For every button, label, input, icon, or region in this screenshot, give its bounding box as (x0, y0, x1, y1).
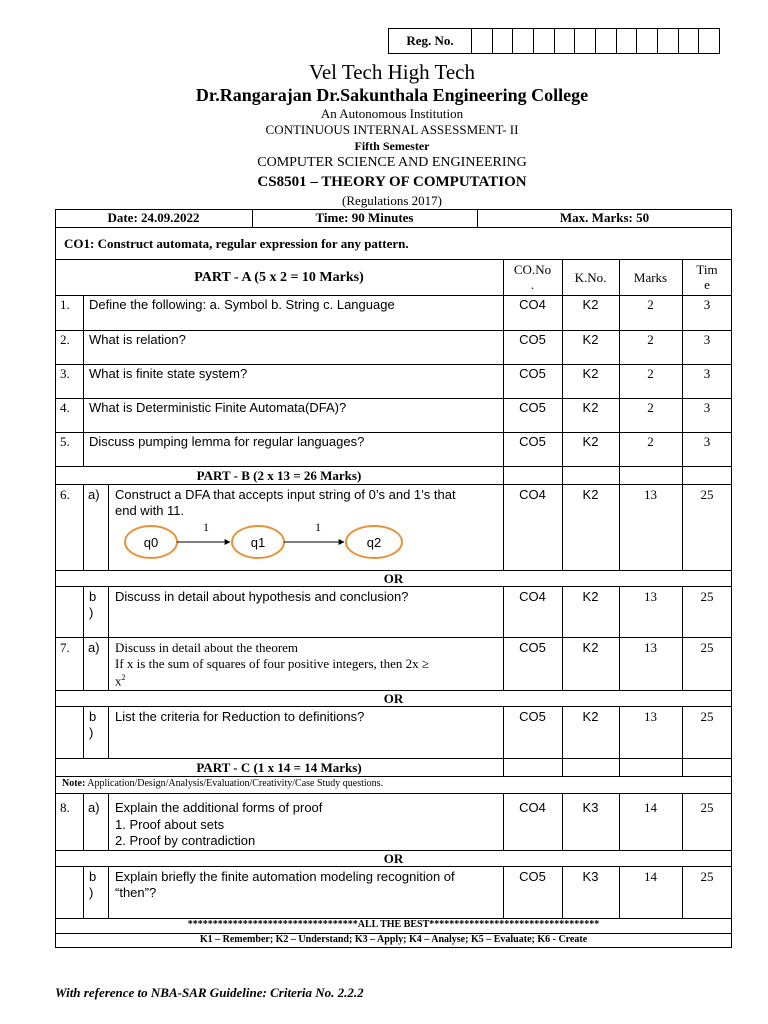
autonomous-label: An Autonomous Institution (320, 106, 464, 121)
question-text: What is Deterministic Finite Automata(DFA)? (89, 400, 347, 415)
sub-question-label: b (89, 589, 97, 604)
question-text: What is finite state system? (89, 366, 248, 381)
question-text-line-3: 2. Proof by contradiction (115, 833, 256, 848)
reg-no-cell (679, 29, 700, 53)
question-text-line-2: 1. Proof about sets (115, 817, 225, 832)
dfa-state-label: q0 (143, 535, 159, 550)
col-header-time: Tim (696, 262, 718, 277)
reg-no-cell (596, 29, 617, 53)
question-number: 7. (60, 640, 70, 655)
reg-no-cell (617, 29, 638, 53)
reg-no-cell (575, 29, 596, 53)
row-divider (55, 466, 732, 467)
sub-question-label: b (89, 709, 97, 724)
row-divider (55, 364, 732, 365)
question-text: Discuss pumping lemma for regular languages? (89, 434, 365, 449)
or-separator: OR (383, 691, 404, 706)
marks: 14 (644, 869, 657, 884)
k-number: K3 (582, 800, 599, 815)
k-number: K2 (582, 487, 599, 502)
marks: 2 (647, 332, 654, 347)
sub-question-label-2: ) (89, 725, 94, 740)
course-title: CS8501 – THEORY OF COMPUTATION (257, 174, 527, 190)
time: 25 (700, 869, 714, 884)
row-divider (55, 295, 732, 296)
row-divider (55, 484, 732, 485)
superscript: 2 (121, 673, 126, 682)
question-number: 3. (60, 366, 70, 381)
time: 25 (700, 709, 714, 724)
or-separator: OR (383, 851, 404, 866)
dfa-state-label: q2 (366, 535, 382, 550)
col-header-co-dot: . (530, 277, 535, 292)
marks: 2 (647, 297, 654, 312)
co-number: CO5 (519, 640, 546, 655)
dfa-transition-label: 1 (203, 520, 209, 534)
time: 25 (700, 800, 714, 815)
reg-no-cell (555, 29, 576, 53)
part-a-title: PART - A (5 x 2 = 10 Marks) (194, 270, 364, 285)
k-number: K2 (582, 709, 599, 724)
dfa-state-label: q1 (250, 535, 266, 550)
col-divider (108, 484, 109, 570)
col-divider (83, 793, 84, 850)
semester: Fifth Semester (354, 139, 430, 153)
k-number: K2 (582, 640, 599, 655)
row-divider (55, 758, 732, 759)
col-divider (83, 432, 84, 466)
marks: 13 (644, 589, 657, 604)
note-text: Application/Design/Analysis/Evaluation/Creativity/Case Study questions. (85, 778, 384, 789)
sub-question-label-2: ) (89, 885, 94, 900)
exam-date: Date: 24.09.2022 (107, 210, 200, 225)
k-number: K2 (582, 400, 599, 415)
reg-no-cell (699, 29, 719, 53)
sub-question-label-2: ) (89, 605, 94, 620)
marks: 13 (644, 709, 657, 724)
row-divider (55, 432, 732, 433)
co-number: CO5 (519, 400, 546, 415)
sub-question-label: a) (88, 800, 100, 815)
or-separator: OR (383, 571, 404, 586)
question-number: 4. (60, 400, 70, 415)
question-text: Discuss in detail about hypothesis and conclusion? (115, 589, 409, 604)
question-text: Explain briefly the finite automation modeling recognition of (115, 869, 455, 884)
sub-question-label: a) (88, 640, 100, 655)
question-number: 2. (60, 332, 70, 347)
time: 3 (703, 434, 711, 449)
question-text: List the criteria for Reduction to definitions? (115, 709, 365, 724)
k-number: K2 (582, 434, 599, 449)
co-number: CO5 (519, 332, 546, 347)
question-text-line-3 (115, 673, 126, 689)
exam-name: CONTINUOUS INTERNAL ASSESSMENT- II (265, 122, 519, 137)
variable-x: x (115, 673, 122, 689)
part-c-note (62, 778, 383, 789)
k-number: K2 (582, 589, 599, 604)
marks: 13 (644, 487, 657, 502)
co-number: CO5 (519, 709, 546, 724)
marks: 13 (644, 640, 657, 655)
co-number: CO4 (519, 487, 546, 502)
col-divider (83, 586, 84, 690)
all-the-best: **********************************ALL THE BEST********************************** (187, 919, 600, 930)
k-number: K3 (582, 869, 599, 884)
col-divider (83, 706, 84, 758)
dfa-transition-label: 1 (315, 520, 321, 534)
co-number: CO4 (519, 297, 546, 312)
part-c-title: PART - C (1 x 14 = 14 Marks) (196, 760, 362, 775)
question-text-line-2: end with 11. (115, 503, 185, 518)
part-b-title: PART - B (2 x 13 = 26 Marks) (196, 468, 362, 483)
knowledge-level-legend: K1 – Remember; K2 – Understand; K3 – Apply; K4 – Analyse; K5 – Evaluate; K6 - Create (199, 934, 588, 945)
institute-name: Vel Tech High Tech (309, 60, 475, 84)
col-divider (108, 793, 109, 850)
max-marks: Max. Marks: 50 (559, 210, 650, 225)
time: 25 (700, 589, 714, 604)
reg-no-label: Reg. No. (389, 29, 472, 53)
k-number: K2 (582, 366, 599, 381)
reg-no-cell (493, 29, 514, 53)
department: COMPUTER SCIENCE AND ENGINEERING (257, 155, 527, 170)
question-number: 1. (60, 297, 70, 312)
marks: 2 (647, 366, 654, 381)
reg-no-box (388, 28, 720, 54)
time: 3 (703, 332, 711, 347)
question-text: Discuss in detail about the theorem (115, 640, 299, 655)
college-name: Dr.Rangarajan Dr.Sakunthala Engineering College (195, 85, 589, 105)
sub-question-label: b (89, 869, 97, 884)
co-number: CO5 (519, 434, 546, 449)
question-number: 5. (60, 434, 70, 449)
row-divider (55, 776, 732, 777)
col-divider (108, 586, 109, 690)
col-header-marks: Marks (633, 270, 668, 285)
col-divider (83, 484, 84, 570)
marks: 2 (647, 400, 654, 415)
reg-no-cell (637, 29, 658, 53)
k-number: K2 (582, 297, 599, 312)
reg-no-cell (658, 29, 679, 53)
course-outcome: CO1: Construct automata, regular expression for any pattern. (64, 236, 409, 251)
question-text: Construct a DFA that accepts input string of 0’s and 1’s that (115, 487, 456, 502)
exam-duration: Time: 90 Minutes (315, 210, 414, 225)
regulations: (Regulations 2017) (341, 193, 442, 208)
reg-no-cell (534, 29, 555, 53)
question-text-line-2: If x is the sum of squares of four positive integers, then 2x ≥ (115, 656, 430, 671)
marks: 2 (647, 434, 654, 449)
marks: 14 (644, 800, 657, 815)
row-divider (55, 330, 732, 331)
co-number: CO5 (519, 869, 546, 884)
time: 3 (703, 400, 711, 415)
question-number: 8. (60, 800, 70, 815)
row-divider (55, 793, 732, 794)
question-text: What is relation? (89, 332, 186, 347)
time: 3 (703, 297, 711, 312)
row-divider (55, 259, 732, 260)
row-divider (55, 398, 732, 399)
co-number: CO4 (519, 800, 546, 815)
col-header-k: K.No. (574, 270, 607, 285)
note-label: Note: (62, 778, 86, 789)
col-divider (83, 295, 84, 432)
col-divider (83, 866, 84, 918)
time: 25 (700, 487, 714, 502)
question-text: Explain the additional forms of proof (115, 800, 323, 815)
dfa-diagram (110, 515, 410, 565)
row-divider (55, 637, 732, 638)
sub-question-label: a) (88, 487, 100, 502)
col-header-time-2: e (704, 277, 710, 292)
reg-no-cell (513, 29, 534, 53)
col-divider (108, 866, 109, 918)
col-header-co: CO.No (513, 262, 552, 277)
col-divider (108, 706, 109, 758)
time: 25 (700, 640, 714, 655)
co-number: CO5 (519, 366, 546, 381)
question-text: Define the following: a. Symbol b. String c. Language (89, 297, 395, 312)
row-divider (55, 227, 732, 228)
question-text-line-2: “then”? (115, 885, 157, 900)
reg-no-cell (472, 29, 493, 53)
co-number: CO4 (519, 589, 546, 604)
question-number: 6. (60, 487, 70, 502)
time: 3 (703, 366, 711, 381)
nba-footer: With reference to NBA-SAR Guideline: Criteria No. 2.2.2 (55, 985, 364, 1000)
k-number: K2 (582, 332, 599, 347)
